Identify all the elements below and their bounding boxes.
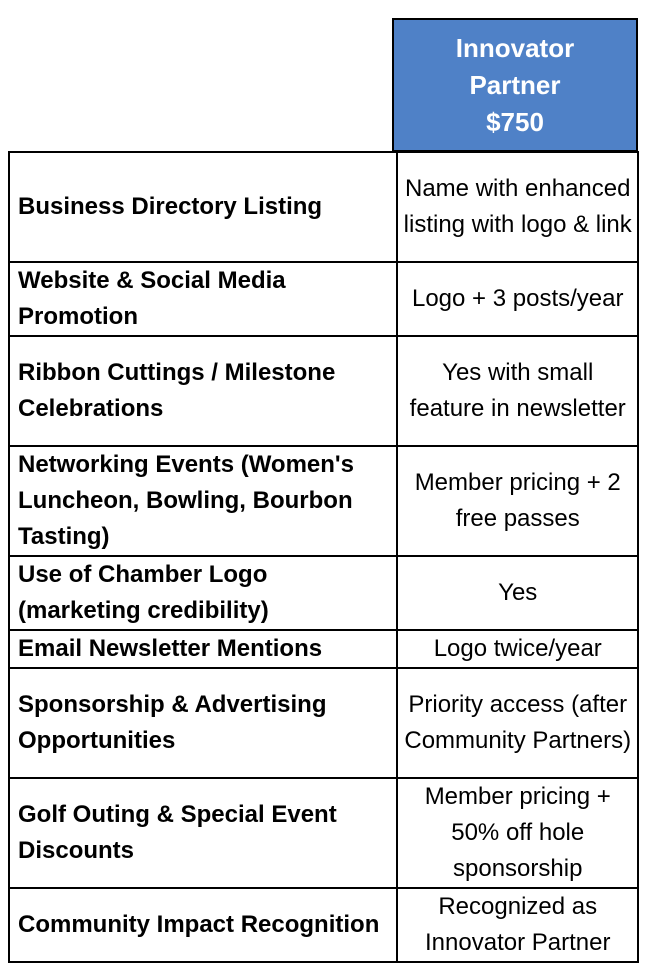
feature-cell: Business Directory Listing bbox=[9, 152, 397, 262]
feature-cell: Use of Chamber Logo (marketing credibility) bbox=[9, 556, 397, 630]
feature-cell: Networking Events (Women's Luncheon, Bowling, Bourbon Tasting) bbox=[9, 446, 397, 556]
value-cell: Name with enhanced listing with logo & link bbox=[397, 152, 638, 262]
tier-price: $750 bbox=[486, 106, 544, 137]
tier-header-text bbox=[456, 30, 574, 141]
table-row bbox=[9, 778, 638, 888]
benefits-table bbox=[8, 151, 639, 963]
feature-cell: Ribbon Cuttings / Milestone Celebrations bbox=[9, 336, 397, 446]
value-cell: Logo + 3 posts/year bbox=[397, 262, 638, 336]
feature-cell: Website & Social Media Promotion bbox=[9, 262, 397, 336]
feature-cell: Golf Outing & Special Event Discounts bbox=[9, 778, 397, 888]
value-cell: Yes with small feature in newsletter bbox=[397, 336, 638, 446]
table-row bbox=[9, 888, 638, 962]
value-cell: Member pricing + 2 free passes bbox=[397, 446, 638, 556]
value-cell: Logo twice/year bbox=[397, 630, 638, 668]
value-cell: Yes bbox=[397, 556, 638, 630]
feature-cell: Sponsorship & Advertising Opportunities bbox=[9, 668, 397, 778]
table-row bbox=[9, 630, 638, 668]
table-row bbox=[9, 446, 638, 556]
value-cell: Member pricing + 50% off hole sponsorship bbox=[397, 778, 638, 888]
value-cell: Priority access (after Community Partners) bbox=[397, 668, 638, 778]
tier-name-line2: Partner bbox=[469, 69, 561, 100]
table-row bbox=[9, 668, 638, 778]
table-row bbox=[9, 556, 638, 630]
tier-name-line1: Innovator bbox=[455, 32, 575, 63]
tier-header bbox=[392, 18, 638, 152]
table-row bbox=[9, 336, 638, 446]
value-cell: Recognized as Innovator Partner bbox=[397, 888, 638, 962]
feature-cell: Community Impact Recognition bbox=[9, 888, 397, 962]
table-row bbox=[9, 262, 638, 336]
feature-cell: Email Newsletter Mentions bbox=[9, 630, 397, 668]
table-row bbox=[9, 152, 638, 262]
